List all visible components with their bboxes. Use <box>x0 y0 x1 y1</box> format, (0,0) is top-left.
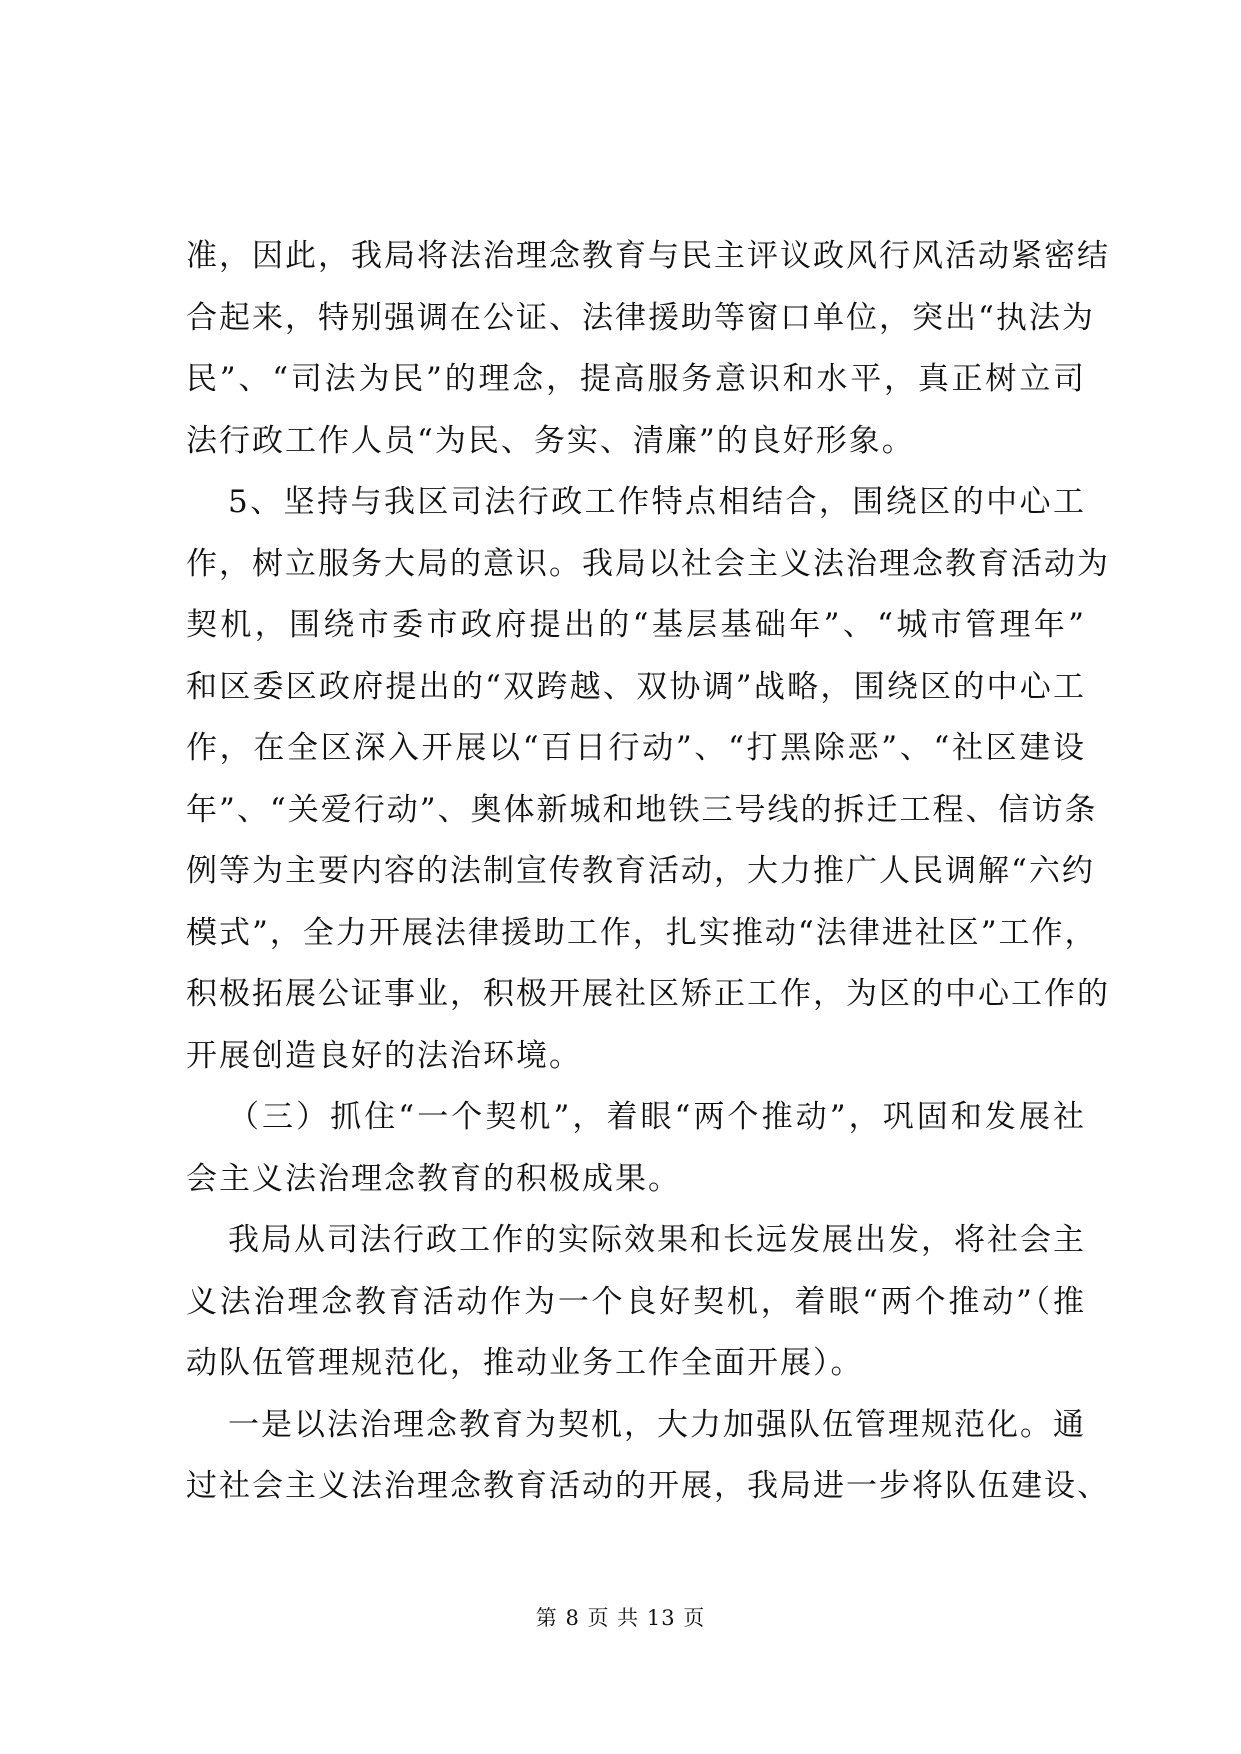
paragraph-3 <box>186 1087 1086 1210</box>
text-line: 过社会主义法治理念教育活动的开展，我局进一步将队伍建设、 <box>186 1468 1110 1504</box>
text-line: 模式”，全力开展法律援助工作，扎实推动“法律进社区”工作， <box>186 914 1098 951</box>
paragraph-4 <box>186 1210 1086 1395</box>
text-line: 年”、“关爱行动”、奥体新城和地铁三号线的拆迁工程、信访条 <box>186 791 1098 828</box>
text-line: 义法治理念教育活动作为一个良好契机，着眼“两个推动”（推 <box>186 1283 1086 1320</box>
text-line: 开展创造良好的法治环境。 <box>186 1037 582 1074</box>
text-line: 民”、“司法为民”的理念，提高服务意识和水平，真正树立司 <box>186 361 1086 397</box>
text-line: 契机，围绕市委市政府提出的“基层基础年”、“城市管理年” <box>186 607 1086 643</box>
text-line: 我局从司法行政工作的实际效果和长远发展出发，将社会主 <box>228 1222 1086 1258</box>
paragraph-5 <box>186 1395 1110 1518</box>
text-line: 法行政工作人员“为民、务实、清廉”的良好形象。 <box>186 422 915 459</box>
text-line: 合起来，特别强调在公证、法律援助等窗口单位，突出“执法为 <box>186 299 1095 336</box>
text-line: 例等为主要内容的法制宣传教育活动，大力推广人民调解“六约 <box>186 853 1095 889</box>
text-line: 和区委区政府提出的“双跨越、双协调”战略，围绕区的中心工 <box>186 668 1086 705</box>
text-line: 5、坚持与我区司法行政工作特点相结合，围绕区的中心工 <box>228 484 1086 520</box>
body-text <box>186 226 1110 1518</box>
text-line: 准，因此，我局将法治理念教育与民主评议政风行风活动紧密结 <box>186 238 1110 274</box>
text-line: 积极拓展公证事业，积极开展社区矫正工作，为区的中心工作的 <box>186 976 1110 1012</box>
paragraph-2 <box>186 472 1110 1087</box>
page-footer: 第 8 页 共 13 页 <box>535 1606 706 1630</box>
text-line: 动队伍管理规范化，推动业务工作全面开展）。 <box>186 1345 864 1381</box>
text-line: 作，在全区深入开展以“百日行动”、“打黑除恶”、“社区建设 <box>186 730 1086 766</box>
text-line: 会主义法治理念教育的积极成果。 <box>186 1160 681 1197</box>
text-line: 作，树立服务大局的意识。我局以社会主义法治理念教育活动为 <box>186 545 1110 582</box>
text-line: （三）抓住“一个契机”，着眼“两个推动”，巩固和发展社 <box>228 1099 1086 1135</box>
text-line: 一是以法治理念教育为契机，大力加强队伍管理规范化。通 <box>228 1406 1086 1443</box>
paragraph-1 <box>186 226 1110 472</box>
